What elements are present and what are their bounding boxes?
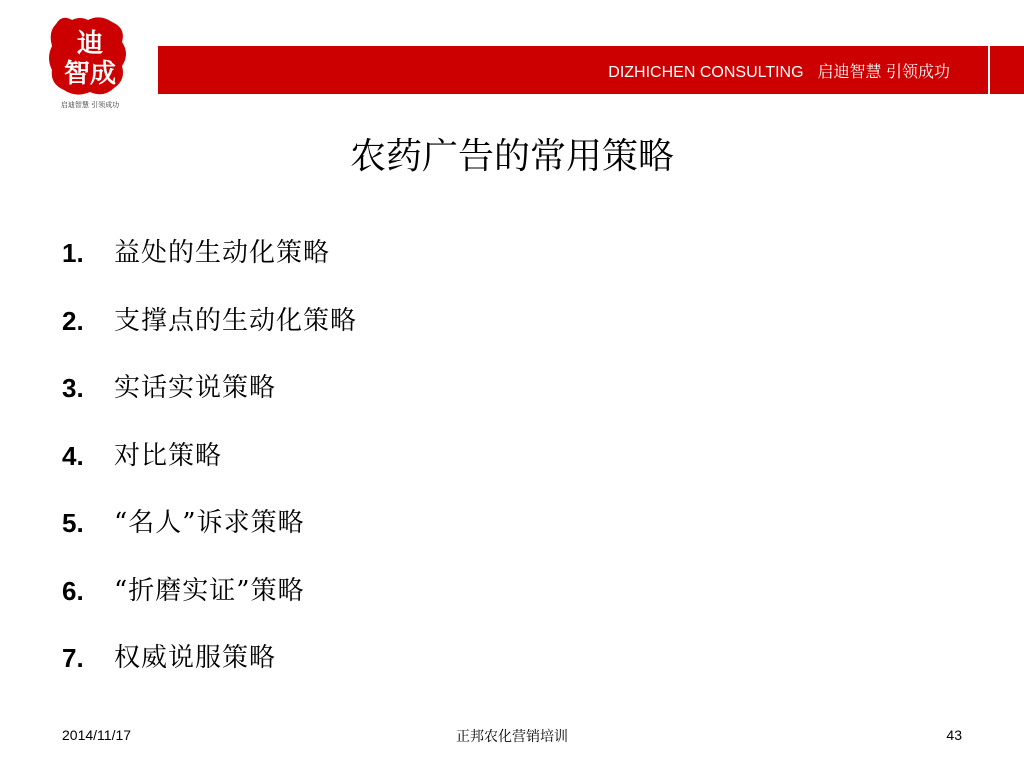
item-number: 7. — [62, 643, 84, 673]
brand-slogan: 启迪智慧 引领成功 — [817, 64, 950, 81]
item-number: 5. — [62, 508, 84, 538]
list-item — [62, 234, 357, 302]
footer-date: 2014/11/17 — [62, 727, 132, 743]
list-item — [62, 504, 357, 572]
list-item — [62, 302, 357, 370]
item-number: 1. — [62, 238, 84, 268]
list-item — [62, 572, 357, 640]
item-number: 6. — [62, 575, 84, 606]
item-number: 4. — [62, 440, 84, 471]
banner-text — [608, 59, 950, 82]
seal-text-top: 迪 — [76, 29, 104, 59]
item-text: 实话实说策略 — [114, 373, 277, 403]
item-text: 权威说服策略 — [114, 643, 277, 673]
item-text: 益处的生动化策略 — [114, 238, 331, 268]
slide-title: 农药广告的常用策略 — [349, 136, 674, 177]
item-number: 2. — [62, 305, 84, 336]
header-banner — [158, 46, 1024, 94]
footer-title: 正邦农化营销培训 — [456, 729, 568, 745]
list-item — [62, 639, 357, 707]
page-number: 43 — [946, 727, 962, 743]
logo-caption: 启迪智慧 引领成功 — [60, 101, 120, 109]
item-text: 支撑点的生动化策略 — [114, 305, 358, 336]
logo — [42, 12, 138, 116]
item-text: “名人”诉求策略 — [114, 508, 305, 538]
item-text: 对比策略 — [114, 440, 223, 471]
seal-icon — [42, 12, 138, 100]
list-item — [62, 437, 357, 505]
item-text: “折磨实证”策略 — [114, 575, 305, 606]
banner-end-block — [988, 46, 1024, 94]
brand-name: DIZHICHEN CONSULTING — [608, 64, 804, 81]
item-number: 3. — [62, 373, 84, 403]
strategy-list — [62, 234, 357, 707]
seal-text-bottom: 智成 — [63, 59, 117, 89]
list-item — [62, 369, 357, 437]
